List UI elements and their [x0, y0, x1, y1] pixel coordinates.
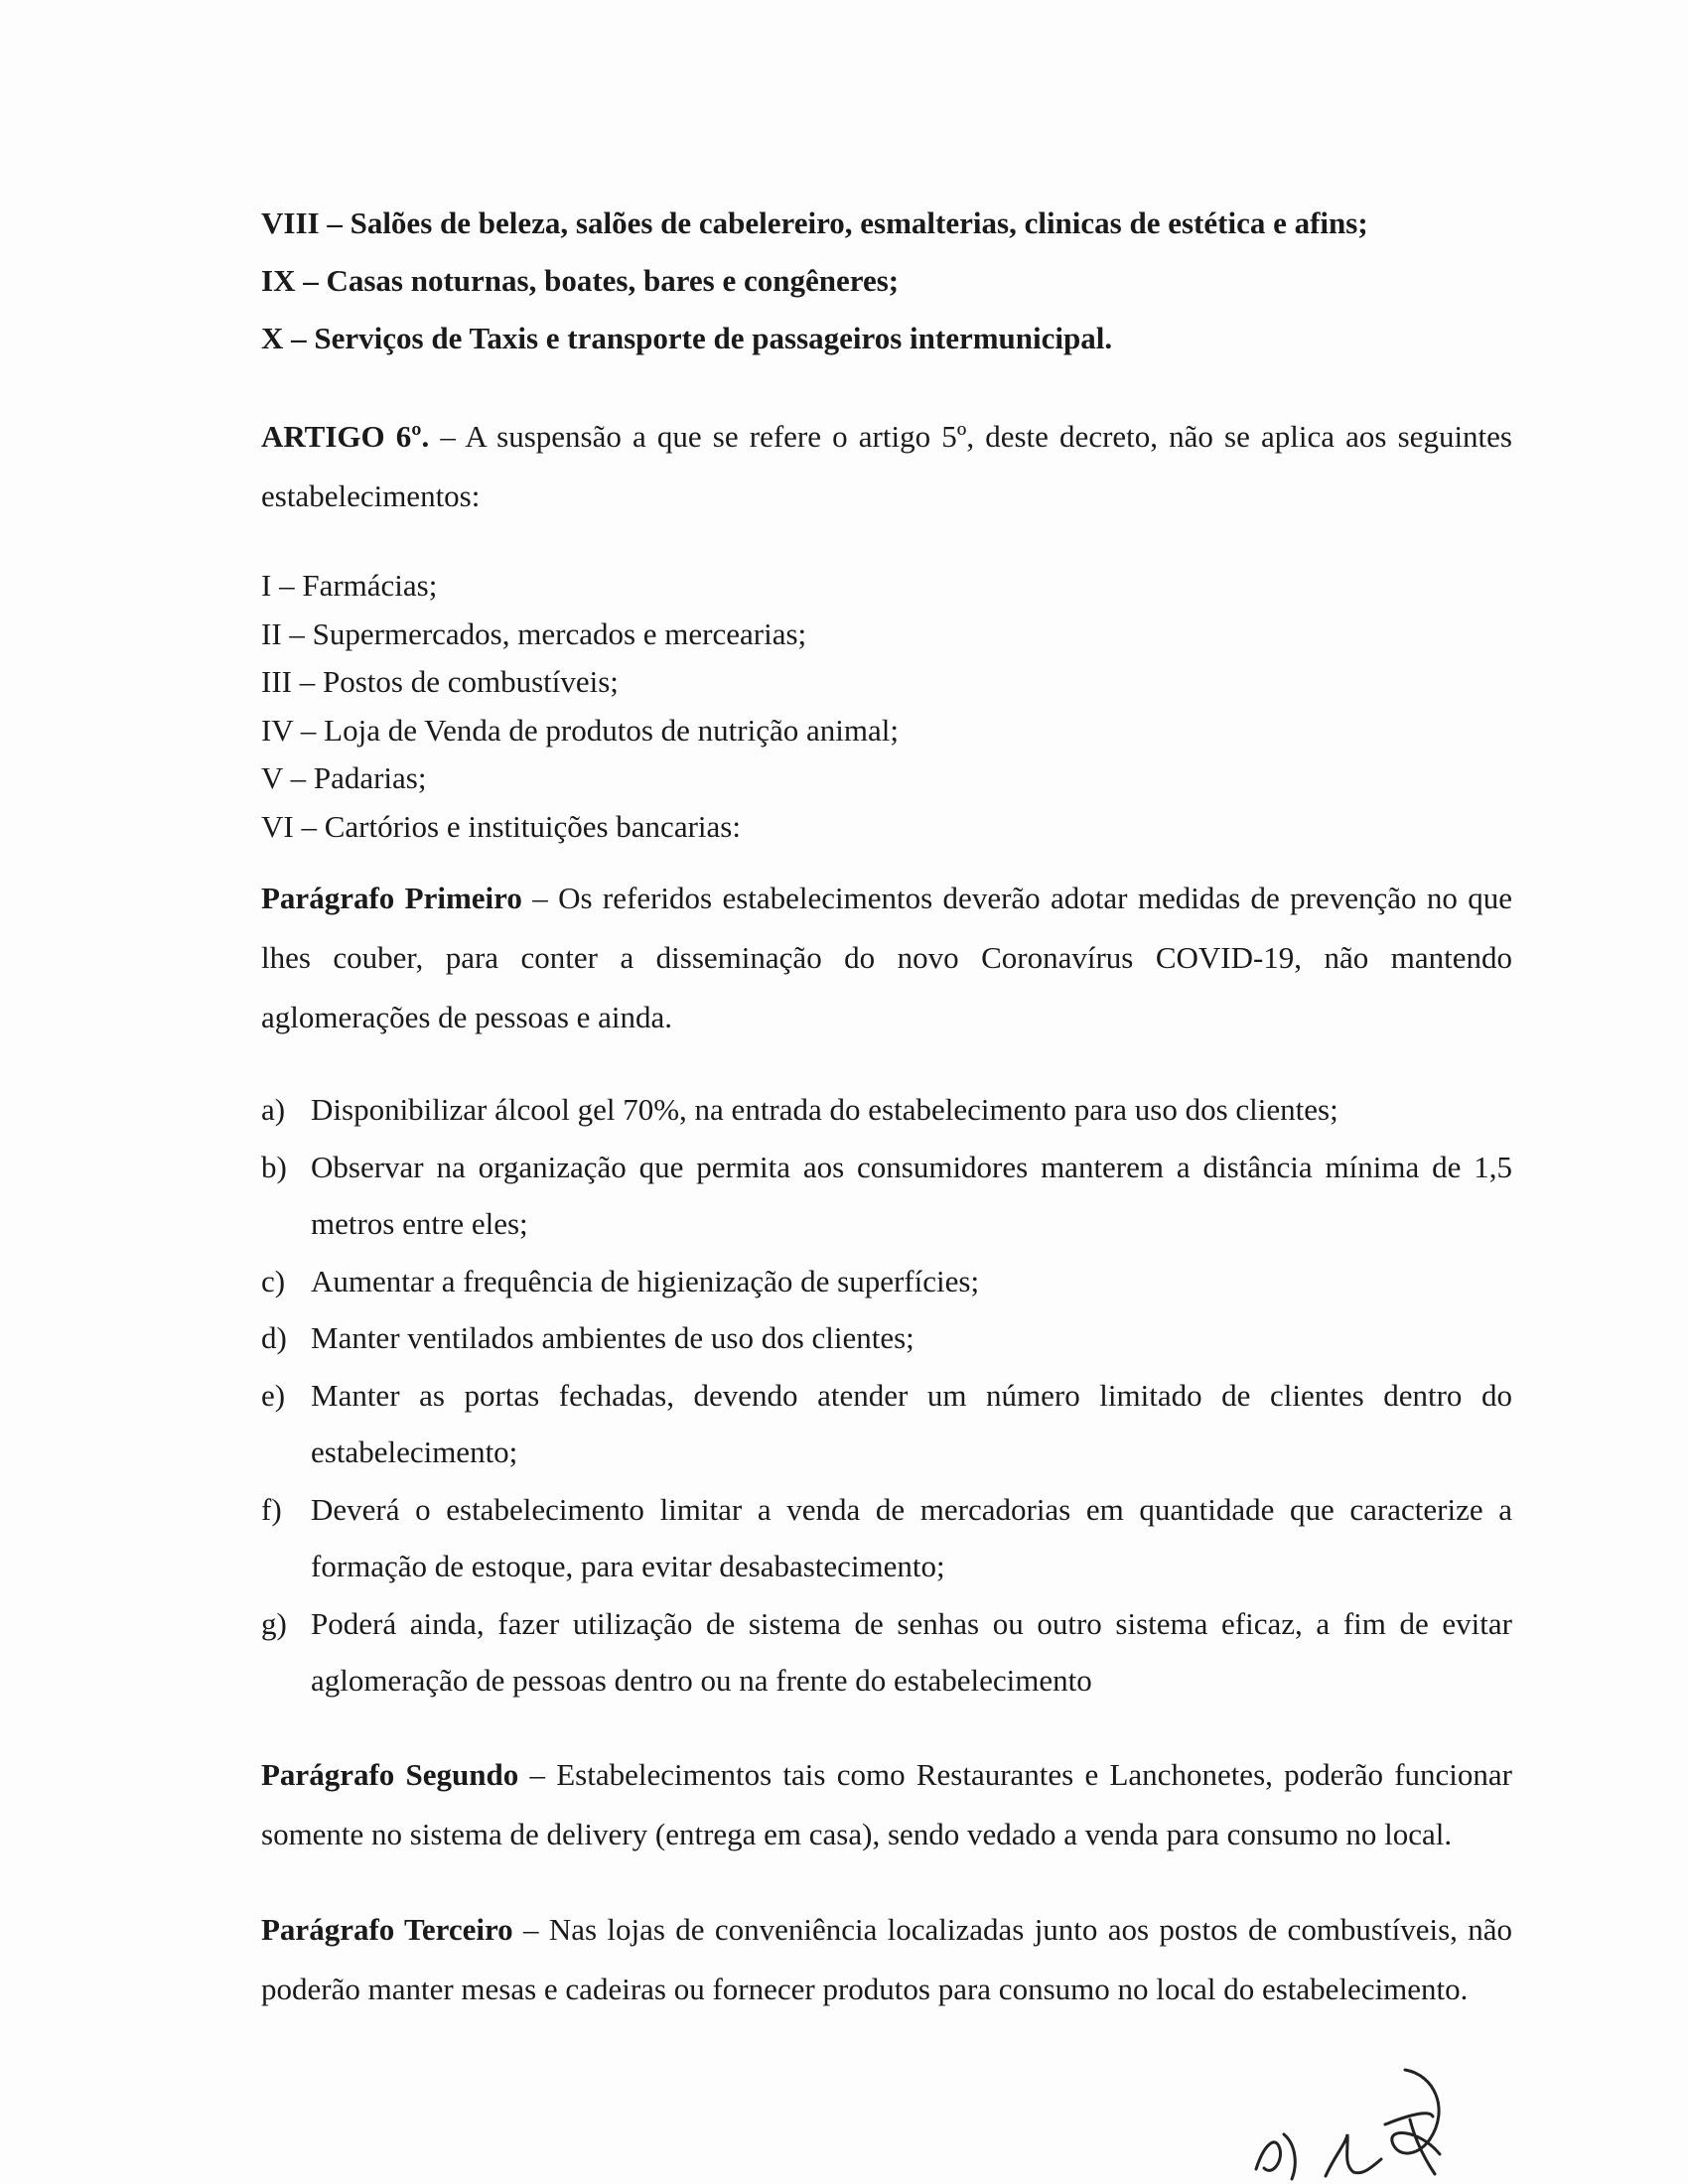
paragrafo-terceiro	[261, 1900, 1512, 2019]
paragrafo-terceiro-heading: Parágrafo Terceiro	[261, 1911, 513, 1947]
list-item: III – Postos de combustíveis;	[261, 664, 619, 699]
list-item: VI – Cartórios e instituições bancarias:	[261, 808, 741, 844]
paragrafo-segundo-heading: Parágrafo Segundo	[261, 1756, 519, 1792]
paragrafo-primeiro-text: – Os referidos estabelecimentos deverão adotar medidas de prevenção no que lhes couber, para conter a disseminação do novo Coronavírus COVID-19, não mantendo aglomerações de pessoas e ainda.	[261, 881, 1513, 1034]
list-item	[261, 1081, 1512, 1139]
document-body	[261, 195, 1512, 2019]
list-item	[261, 1139, 1512, 1253]
list-marker: b)	[261, 1149, 287, 1184]
item-ix: IX – Casas noturnas, boates, bares e congêneres;	[261, 263, 900, 298]
list-marker: f)	[261, 1491, 282, 1527]
list-item-text: Deverá o estabelecimento limitar a venda de mercadorias em quantidade que caracterize a formação de estoque, para evitar desabastecimento;	[311, 1491, 1512, 1583]
list-marker: a)	[261, 1092, 286, 1127]
item-viii: VIII – Salões de beleza, salões de cabelereiro, esmalterias, clinicas de estética e afins;	[261, 205, 1368, 240]
paragrafo-terceiro-text: – Nas lojas de conveniência localizadas junto aos postos de combustíveis, não poderão manter mesas e cadeiras ou fornecer produtos para consumo no local do estabelecimento.	[261, 1911, 1512, 2006]
list-item-text: Poderá ainda, fazer utilização de sistema de senhas ou outro sistema eficaz, a fim de evitar aglomeração de pessoas dentro ou na frente do estabelecimento	[311, 1605, 1512, 1698]
list-item-text: Manter ventilados ambientes de uso dos clientes;	[311, 1320, 914, 1355]
list-marker: c)	[261, 1263, 286, 1298]
list-marker: e)	[261, 1377, 286, 1413]
artigo-6-text: – A suspensão a que se refere o artigo 5º, deste decreto, não se aplica aos seguintes estabelecimentos:	[261, 419, 1512, 513]
list-item: I – Farmácias;	[261, 568, 438, 603]
item-x: X – Serviços de Taxis e transporte de passageiros intermunicipal.	[261, 321, 1113, 355]
list-item: V – Padarias;	[261, 760, 427, 795]
list-marker: g)	[261, 1605, 287, 1641]
list-item	[261, 1253, 1512, 1310]
list-item	[261, 1595, 1512, 1709]
measures-list	[261, 1081, 1512, 1709]
artigo-6	[261, 407, 1512, 526]
list-item-text: Observar na organização que permita aos consumidores manterem a distância mínima de 1,5 metros entre eles;	[311, 1149, 1512, 1241]
list-item-text: Disponibilizar álcool gel 70%, na entrada do estabelecimento para uso dos clientes;	[311, 1092, 1338, 1127]
list-item: II – Supermercados, mercados e mercearias;	[261, 615, 807, 651]
paragrafo-primeiro	[261, 869, 1512, 1047]
list-item	[261, 1367, 1512, 1481]
list-item	[261, 1309, 1512, 1367]
list-item: IV – Loja de Venda de produtos de nutrição animal;	[261, 712, 899, 748]
paragrafo-primeiro-heading: Parágrafo Primeiro	[261, 881, 522, 915]
list-item-text: Aumentar a frequência de higienização de superfícies;	[311, 1263, 980, 1298]
artigo-6-heading: ARTIGO 6º.	[261, 419, 430, 454]
paragrafo-segundo	[261, 1745, 1512, 1864]
list-item-text: Manter as portas fechadas, devendo atender um número limitado de clientes dentro do estabelecimento;	[311, 1377, 1512, 1469]
handwritten-signature	[1236, 2065, 1475, 2184]
establishments-list	[261, 562, 1512, 851]
list-item	[261, 1481, 1512, 1595]
list-marker: d)	[261, 1320, 287, 1355]
paragrafo-segundo-text: – Estabelecimentos tais como Restaurantes e Lanchonetes, poderão funcionar somente no sistema de delivery (entrega em casa), sendo vedado a venda para consumo no local.	[261, 1756, 1513, 1851]
